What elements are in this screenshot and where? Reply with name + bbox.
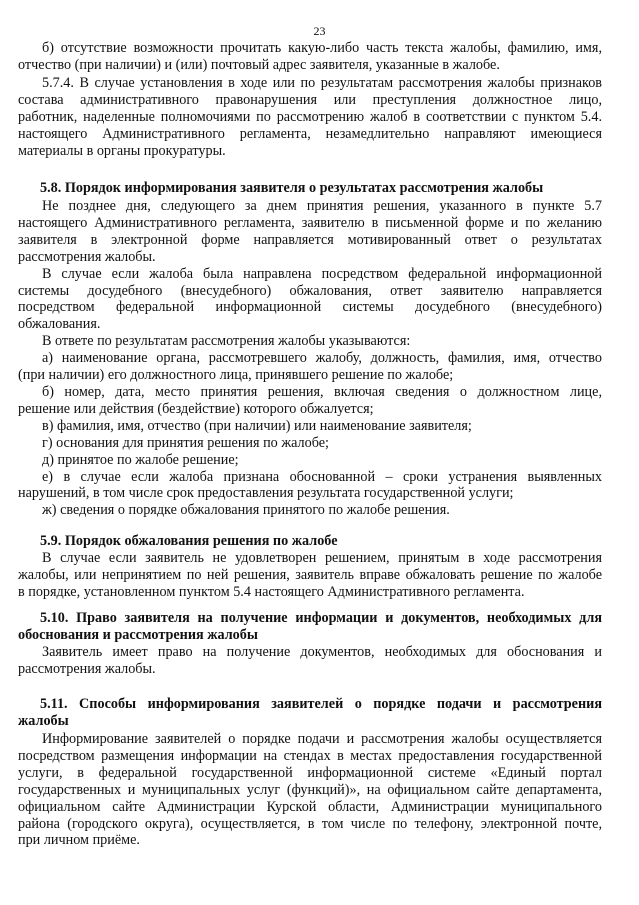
text-line: Информирование заявителей о порядке подачи и рассмотрения жалобы осуществляется (42, 731, 602, 747)
list-item-g: г) основания для принятия решения по жалобе; (42, 434, 329, 451)
list-item-v: в) фамилия, имя, отчество (при наличии) или наименование заявителя; (42, 417, 472, 434)
section-heading-5-11 (18, 696, 602, 730)
section-5-9-body (18, 550, 602, 601)
text-line: состава административного правонарушения или преступления должностное лицо, (18, 91, 602, 108)
text-line: Заявитель имеет право на получение документов, необходимых для обоснования и (42, 644, 602, 660)
text-line: 5.7.4. В случае установления в ходе или по результатам рассмотрения жалобы признаков (42, 75, 602, 91)
section-heading: 5.11. Способы информирования заявителей о порядке подачи и рассмотрения (40, 696, 602, 712)
paragraph-intro (18, 40, 602, 74)
text-line: обжалования. (18, 316, 101, 333)
section-heading-5-10 (18, 610, 602, 644)
section-heading: 5.10. Право заявителя на получение информации и документов, необходимых для (40, 610, 602, 626)
section-5-11-body (18, 731, 602, 849)
section-5-10-body (18, 644, 602, 678)
text-line: официальном сайте Администрации Курской области, Администрации муниципального (18, 798, 602, 815)
text-line: посредством федеральной информационной системы досудебного (внесудебного) (18, 299, 602, 316)
text-line: б) отсутствие возможности прочитать какую-либо часть текста жалобы, фамилию, имя, (42, 40, 602, 56)
text-line: заявителя в электронной форме направляется мотивированный ответ о результатах (18, 231, 602, 248)
text-line: В случае если жалоба была направлена посредством федеральной информационной (42, 265, 602, 282)
list-item-a-cont: (при наличии) его должностного лица, принявшего решение по жалобе; (18, 367, 454, 384)
section-5-8-body (18, 198, 602, 519)
text-line: рассмотрения жалобы. (18, 660, 156, 677)
list-item-zh: ж) сведения о порядке обжалования принятого по жалобе решения. (42, 502, 450, 519)
text-line: в порядке, установленном пунктом 5.4 настоящего Административного регламента. (18, 583, 525, 600)
text-line: настоящего Административного регламента, заявителю в письменной форме и по желанию (18, 214, 602, 231)
text-line: при личном приёме. (18, 832, 140, 849)
paragraph-5-7-4 (18, 75, 602, 160)
text-line: рассмотрения жалобы. (18, 248, 156, 265)
list-item-b-cont: решение или действия (бездействие) которого обжалуется; (18, 400, 374, 417)
text-line: услуги, в федеральной государственной информационной системе «Единый портал (18, 764, 602, 781)
text-line: системы досудебного (внесудебного) обжалования, ответ заявителю направляется (18, 282, 602, 299)
text-line: отчество (при наличии) и (или) почтовый адрес заявителя, указанные в жалобе. (18, 56, 500, 73)
list-item-b: б) номер, дата, место принятия решения, включая сведения о должностном лице, (42, 383, 602, 400)
section-heading-5-9 (18, 533, 602, 550)
list-item-d: д) принятое по жалобе решение; (42, 451, 239, 468)
text-line: материалы в органы прокуратуры. (18, 142, 226, 159)
section-heading: 5.9. Порядок обжалования решения по жалобе (40, 533, 338, 549)
text-line: В случае если заявитель не удовлетворен решением, принятым в ходе рассмотрения (42, 550, 602, 566)
text-line: посредством размещения информации на стендах в местах предоставления государственной (18, 747, 602, 764)
list-item-e-cont: нарушений, в том числе срок предоставления результата государственной услуги; (18, 485, 514, 502)
section-heading: обоснования и рассмотрения жалобы (18, 626, 258, 643)
text-line: жалобы, или непринятием по ней решения, заявитель вправе обжаловать решение по жалобе (18, 566, 602, 583)
list-item-e: е) в случае если жалоба признана обоснованной – сроки устранения выявленных (42, 468, 602, 485)
section-heading: жалобы (18, 712, 69, 729)
text-line: государственных и муниципальных услуг (функций)», на официальном сайте департамента, (18, 781, 602, 798)
text-line: В ответе по результатам рассмотрения жалобы указываются: (42, 333, 411, 350)
text-line: настоящего Административного регламента, незамедлительно направляют имеющиеся (18, 125, 602, 142)
section-heading-5-8 (18, 180, 602, 197)
list-item-a: а) наименование органа, рассмотревшего жалобу, должность, фамилия, имя, отчество (42, 350, 602, 367)
text-line: района (городского округа), осуществляется, в том числе по телефону, электронной почте, (18, 815, 602, 832)
section-heading: 5.8. Порядок информирования заявителя о результатах рассмотрения жалобы (40, 180, 544, 196)
text-line: Не позднее дня, следующего за днем принятия решения, указанного в пункте 5.7 (42, 198, 602, 214)
text-line: работник, наделенные полномочиями по рассмотрению жалоб в соответствии с пунктом 5.4. (18, 108, 602, 125)
page-number: 23 (313, 24, 326, 38)
